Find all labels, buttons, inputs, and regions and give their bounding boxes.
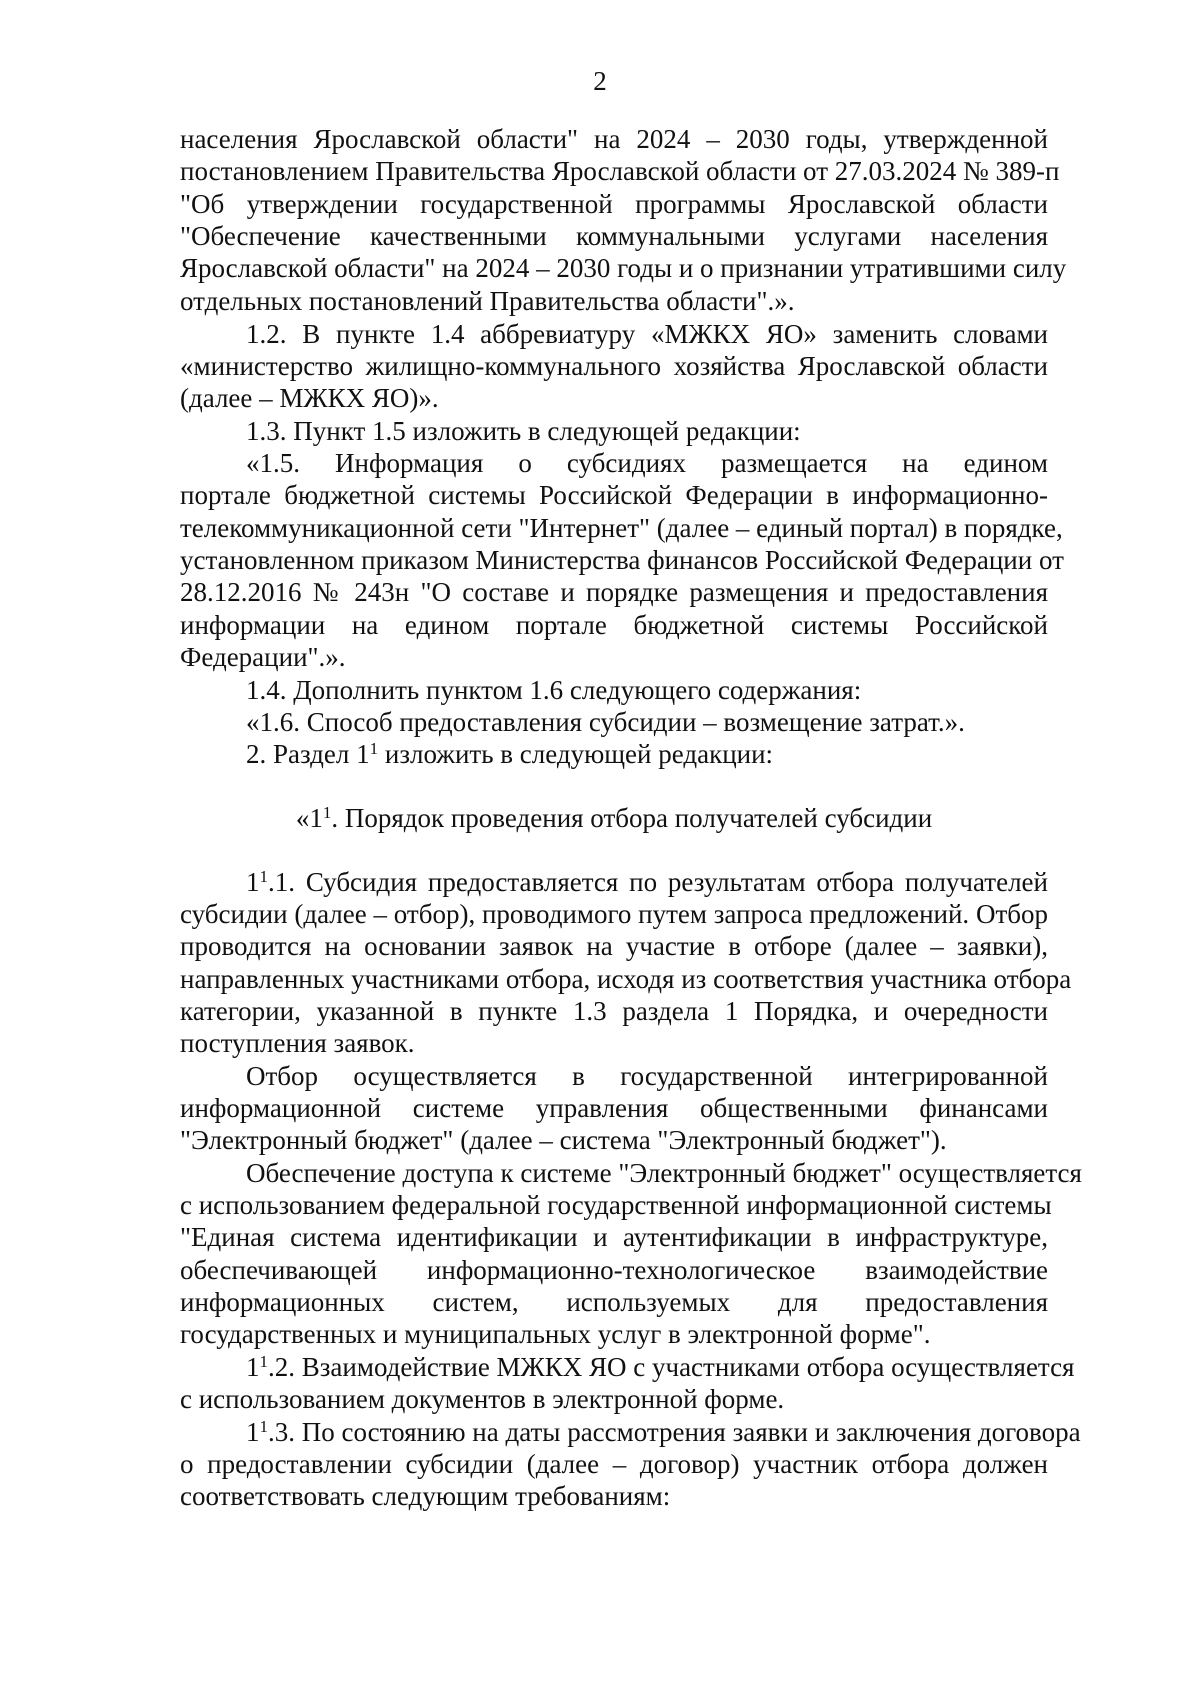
paragraph-line: поступления заявок.	[180, 1028, 415, 1058]
paragraph-line: «1.5. Информация о субсидиях размещается на едином	[246, 448, 1048, 478]
paragraph-line: категории, указанной в пункте 1.3 раздела 1 Порядка, и очередности	[180, 996, 1048, 1026]
paragraph-line: проводится на основании заявок на участие в отборе (далее – заявки),	[180, 931, 1048, 961]
paragraph-line: отдельных постановлений Правительства области".».	[180, 286, 795, 316]
paragraph-line: соответствовать следующим требованиям:	[180, 1481, 671, 1511]
paragraph-line: 1.4. Дополнить пунктом 1.6 следующего содержания:	[246, 675, 862, 705]
paragraph-line: «1.6. Способ предоставления субсидии – возмещение затрат.».	[246, 707, 965, 737]
paragraph-line: Обеспечение доступа к системе "Электронный бюджет" осуществляется	[246, 1158, 1082, 1188]
paragraph-line: информационных систем, используемых для предоставления	[180, 1287, 1048, 1317]
paragraph-line: с использованием документов в электронной форме.	[180, 1384, 785, 1414]
paragraph-line: субсидии (далее – отбор), проводимого путем запроса предложений. Отбор	[180, 899, 1048, 929]
paragraph-line: государственных и муниципальных услуг в электронной форме".	[180, 1319, 931, 1349]
paragraph-line: обеспечивающей информационно-технологическое взаимодействие	[180, 1255, 1048, 1285]
paragraph-line: телекоммуникационной сети "Интернет" (далее – единый портал) в порядке,	[180, 513, 1063, 543]
paragraph-line: «министерство жилищно-коммунального хозяйства Ярославской области	[180, 351, 1048, 381]
paragraph-line: населения Ярославской области" на 2024 – 2030 годы, утвержденной	[180, 124, 1048, 154]
section-heading: «$1^1$. Порядок проведения отбора получателей субсидии	[295, 803, 933, 833]
paragraph-line: с использованием федеральной государственной информационной системы	[180, 1190, 1052, 1220]
paragraph-line: информационной системе управления общественными финансами	[180, 1093, 1048, 1123]
paragraph-line: $1^1.2$. Взаимодействие МЖКХ ЯО с участниками отбора осуществляется	[246, 1352, 1075, 1382]
paragraph-line: Отбор осуществляется в государственной интегрированной	[246, 1061, 1048, 1091]
paragraph-line: Ярославской области" на 2024 – 2030 годы и о признании утратившими силу	[180, 253, 1067, 283]
page-number: 2	[593, 66, 607, 96]
paragraph-line: "Электронный бюджет" (далее – система "Электронный бюджет").	[180, 1125, 947, 1155]
paragraph-line: портале бюджетной системы Российской Федерации в информационно-	[180, 480, 1048, 510]
paragraph-line: 28.12.2016 № 243н "О составе и порядке размещения и предоставления	[180, 577, 1048, 607]
paragraph-line: (далее – МЖКХ ЯО)».	[180, 383, 439, 413]
paragraph-line: 1.3. Пункт 1.5 изложить в следующей редакции:	[246, 416, 801, 446]
paragraph-line: направленных участниками отбора, исходя из соответствия участника отбора	[180, 964, 1072, 994]
paragraph-line: 2. Раздел $1^1$ изложить в следующей редакции:	[246, 739, 774, 769]
paragraph-line: $1^1.3$. По состоянию на даты рассмотрения заявки и заключения договора	[246, 1417, 1081, 1447]
paragraph-line: информации на едином портале бюджетной системы Российской	[180, 610, 1048, 640]
paragraph-line: $1^1.1$. Субсидия предоставляется по результатам отбора получателей	[246, 867, 1048, 897]
paragraph-line: "Обеспечение качественными коммунальными услугами населения	[180, 221, 1048, 251]
paragraph-line: 1.2. В пункте 1.4 аббревиатуру «МЖКХ ЯО» заменить словами	[246, 319, 1048, 349]
paragraph-line: о предоставлении субсидии (далее – договор) участник отбора должен	[180, 1449, 1048, 1479]
paragraph-line: постановлением Правительства Ярославской области от 27.03.2024 № 389-п	[180, 156, 1060, 186]
paragraph-line: установленном приказом Министерства финансов Российской Федерации от	[180, 545, 1064, 575]
paragraph-line: "Об утверждении государственной программы Ярославской области	[180, 189, 1048, 219]
paragraph-line: "Единая система идентификации и аутентификации в инфраструктуре,	[180, 1222, 1048, 1252]
paragraph-line: Федерации".».	[180, 642, 346, 672]
